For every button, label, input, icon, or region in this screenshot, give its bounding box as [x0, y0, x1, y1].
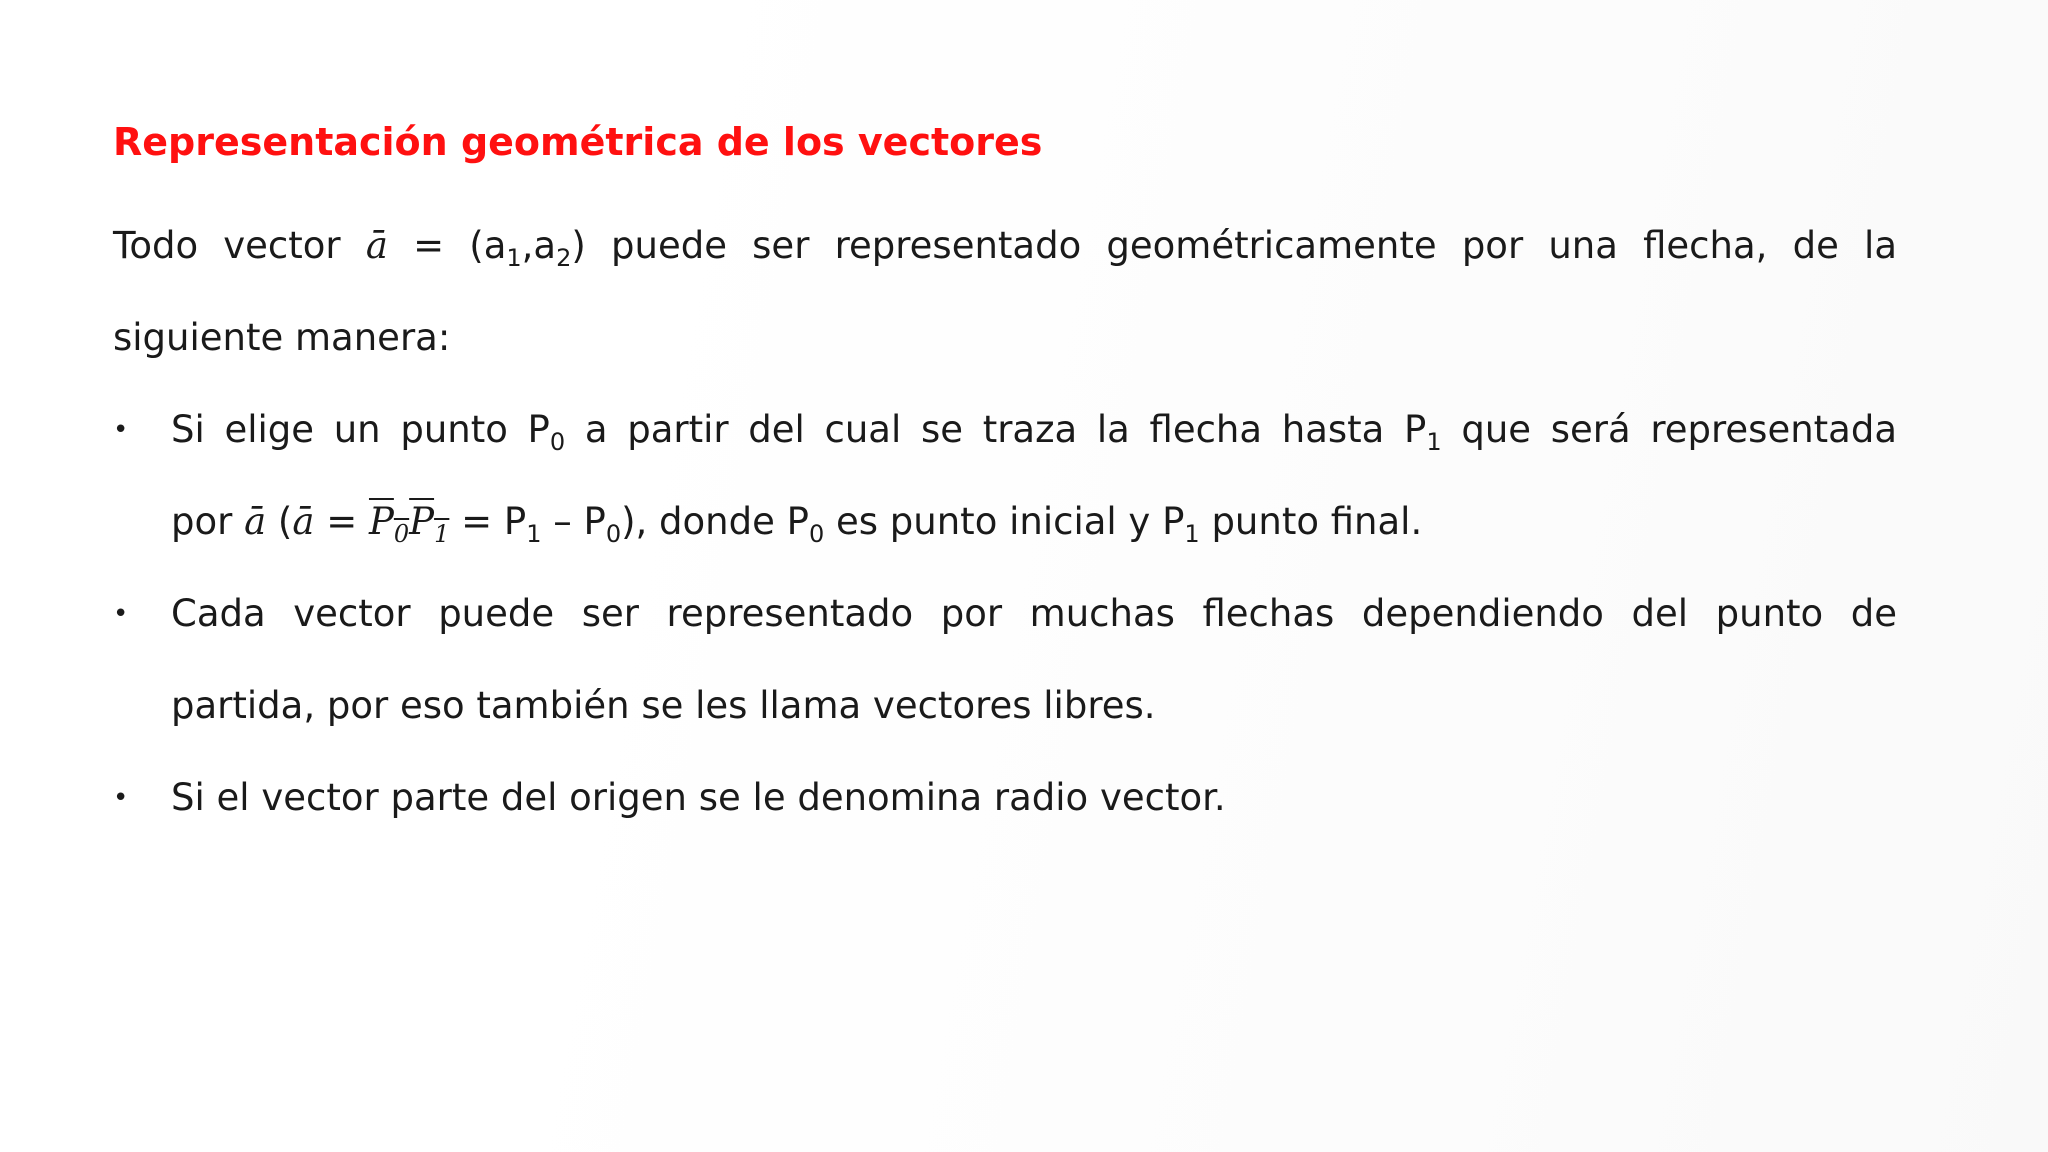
- bullet-1-line-2: por ā (ā = $P_0P_1 = P_1 - P_0$), donde $P_0$ es punto inicial y $P_1$ punto final.: [171, 500, 1423, 548]
- intro-paragraph: [113, 200, 1897, 384]
- bullet-icon: •: [113, 415, 129, 445]
- bullet-icon: •: [113, 783, 129, 813]
- vector-p0p1: $P_0P_1$: [368, 500, 450, 548]
- list-item: [113, 752, 1897, 844]
- bullet-1-line-1: Si elige un punto $P_0$ a partir del cual se traza la flecha hasta $P_1$ que será representada: [171, 408, 1897, 456]
- vector-a-symbol: ā: [244, 500, 267, 543]
- intro-line-2: siguiente manera:: [113, 316, 451, 359]
- bullet-list: [113, 384, 1897, 844]
- bullet-icon: •: [113, 599, 129, 629]
- list-item: [113, 568, 1897, 752]
- bullet-2-line-1: Cada vector puede ser representado por muchas flechas dependiendo del punto de: [171, 592, 1897, 635]
- vector-a-symbol: ā: [292, 500, 315, 543]
- slide-title: Representación geométrica de los vectores: [113, 120, 1043, 164]
- vector-a-symbol: ā: [365, 224, 388, 267]
- bullet-3-line-1: Si el vector parte del origen se le denomina radio vector.: [171, 776, 1226, 819]
- intro-line-1: Todo vector ā = $(a_1,a_2)$ puede ser representado geométricamente por una flecha, de la: [113, 224, 1897, 272]
- list-item: [113, 384, 1897, 568]
- slide-content: [113, 112, 1897, 844]
- bullet-2-line-2: partida, por eso también se les llama vectores libres.: [171, 684, 1156, 727]
